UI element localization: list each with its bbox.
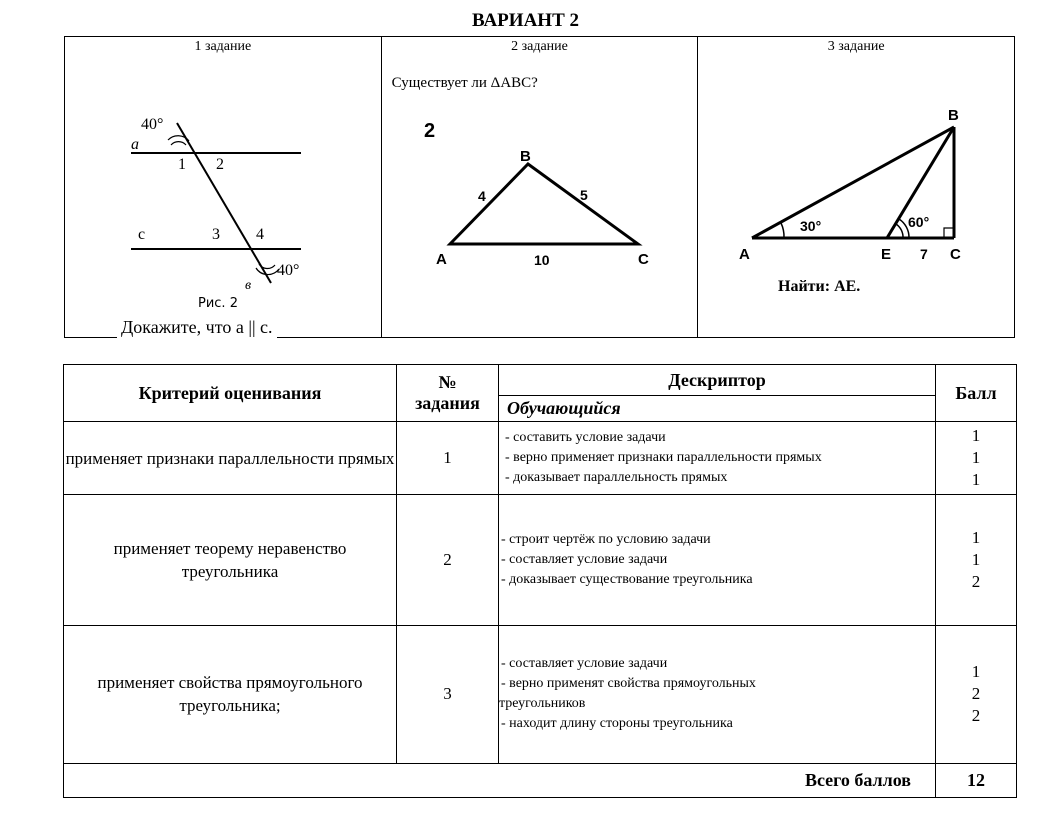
total-label: Всего баллов	[64, 763, 936, 797]
header-student: Обучающийся	[499, 396, 936, 422]
descriptor-line: - доказывает параллельность прямых	[505, 470, 728, 486]
angle-1-label: 1	[178, 156, 186, 173]
descriptor-cell	[499, 495, 936, 625]
angle-4-label: 4	[256, 226, 264, 243]
task2-number: 2	[423, 120, 435, 142]
task-number-cell: 1	[397, 422, 499, 495]
score-value: 2	[971, 706, 981, 726]
vertex-b-label: B	[948, 107, 960, 124]
score-value: 1	[971, 527, 981, 547]
descriptor-line: - составляет условие задачи	[501, 551, 668, 567]
descriptor-line: - находит длину стороны треугольника	[501, 716, 733, 732]
task3-cell	[698, 37, 1015, 338]
header-score: Балл	[936, 365, 1017, 422]
vertex-a-label: A	[435, 251, 447, 268]
task1-header: 1 задание	[194, 39, 252, 54]
side-bc-label: 5	[579, 187, 588, 203]
line-b-label: в	[245, 278, 252, 293]
table-row	[64, 495, 1017, 625]
descriptor-line: - строит чертёж по условию задачи	[501, 531, 711, 547]
descriptor-line: треугольников	[499, 696, 586, 712]
task2-figure	[382, 37, 698, 339]
prove-statement: Докажите, что a || c.	[117, 317, 277, 338]
angle-bottom-label: 40°	[277, 262, 300, 279]
find-statement: Найти: АЕ.	[778, 278, 861, 295]
descriptor-line: - составляет условие задачи	[501, 656, 668, 672]
angle-a-label: 30°	[800, 218, 822, 234]
triangle-abc	[450, 164, 638, 244]
vertex-c-label: C	[637, 251, 649, 268]
task3-figure	[698, 37, 1014, 339]
score-value: 2	[971, 684, 981, 704]
total-value: 12	[936, 763, 1017, 797]
score-value: 1	[971, 549, 981, 569]
score-value: 2	[971, 571, 981, 591]
angle-3-label: 3	[212, 226, 220, 243]
variant-title: ВАРИАНТ 2	[471, 10, 579, 31]
task2-header: 2 задание	[511, 39, 568, 54]
descriptor-cell	[499, 625, 936, 763]
criterion-cell: применяет свойства прямоугольного треугольника;	[64, 625, 397, 763]
descriptor-line: - верно применяет признаки параллельности прямых	[505, 450, 822, 466]
descriptor-line: - доказывает существование треугольника	[501, 571, 753, 587]
line-a-label: a	[131, 136, 139, 153]
figure-caption: Рис. 2	[198, 296, 238, 311]
descriptor-line: - составить условие задачи	[505, 430, 666, 446]
score-cell	[936, 625, 1017, 763]
task2-cell	[381, 37, 698, 338]
vertex-b-label: B	[519, 148, 531, 165]
header-descriptor: Дескриптор	[499, 365, 936, 396]
descriptor-cell	[499, 422, 936, 495]
task1-figure	[65, 37, 381, 339]
side-ac-label: 10	[533, 252, 550, 268]
tasks-table	[64, 36, 1015, 338]
table-row	[64, 625, 1017, 763]
side-ab-label: 4	[477, 188, 486, 204]
score-cell	[936, 422, 1017, 495]
header-number	[397, 365, 499, 422]
score-cell	[936, 495, 1017, 625]
vertex-c-label: C	[950, 246, 962, 263]
score-value: 1	[971, 426, 981, 446]
vertex-e-label: E	[881, 246, 892, 263]
score-value: 1	[971, 662, 981, 682]
segment-ec-label: 7	[920, 246, 929, 262]
angle-e-label: 60°	[908, 214, 930, 230]
criterion-cell: применяет признаки параллельности прямых	[64, 422, 397, 495]
angle-2-label: 2	[216, 156, 224, 173]
table-row	[64, 422, 1017, 495]
criterion-cell: применяет теорему неравенство треугольника	[64, 495, 397, 625]
vertex-a-label: A	[739, 246, 751, 263]
score-value: 1	[971, 470, 981, 490]
task3-header: 3 задание	[827, 39, 885, 54]
task1-cell	[65, 37, 382, 338]
header-number-word: задания	[415, 393, 480, 414]
angle-top-label: 40°	[141, 116, 164, 133]
criteria-table	[63, 364, 1017, 798]
descriptor-line: - верно применят свойства прямоугольных	[501, 676, 756, 692]
task-number-cell: 3	[397, 625, 499, 763]
header-number-symbol: №	[438, 372, 457, 393]
score-value: 1	[971, 448, 981, 468]
header-criterion: Критерий оценивания	[64, 365, 397, 422]
task2-question: Существует ли ΔАВС?	[391, 75, 538, 91]
task-number-cell: 2	[397, 495, 499, 625]
transversal	[177, 123, 271, 283]
total-row	[64, 763, 1017, 797]
line-c-label: с	[138, 226, 146, 243]
